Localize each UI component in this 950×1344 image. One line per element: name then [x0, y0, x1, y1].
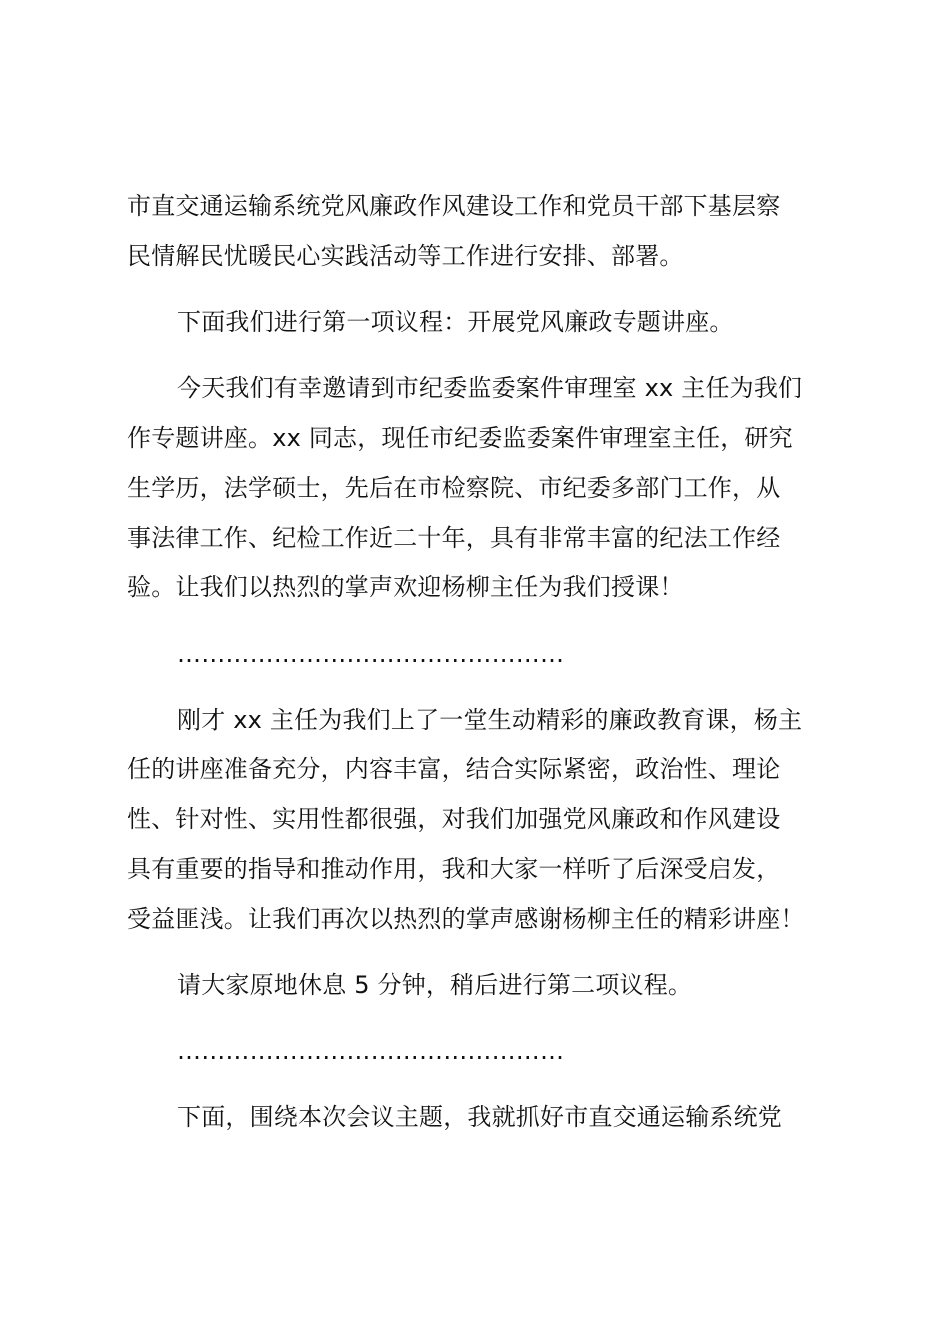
ellipsis-separator: ………………………………………… [177, 640, 565, 668]
paragraph-line: 生学历，法学硕士，先后在市检察院、市纪委多部门工作，从 [127, 474, 781, 502]
ellipsis-separator: ………………………………………… [177, 1037, 565, 1065]
paragraph-line: 具有重要的指导和推动作用，我和大家一样听了后深受启发， [127, 855, 781, 883]
paragraph-line: 下面我们进行第一项议程：开展党风廉政专题讲座。 [177, 308, 734, 336]
paragraph-line: 市直交通运输系统党风廉政作风建设工作和党员干部下基层察 [127, 192, 781, 220]
paragraph-line: 性、针对性、实用性都很强，对我们加强党风廉政和作风建设 [127, 805, 781, 833]
paragraph-line: 任的讲座准备充分，内容丰富，结合实际紧密，政治性、理论 [127, 755, 781, 783]
paragraph-line: 受益匪浅。让我们再次以热烈的掌声感谢杨柳主任的精彩讲座！ [127, 905, 805, 933]
paragraph-line: 刚才 xx 主任为我们上了一堂生动精彩的廉政教育课，杨主 [177, 706, 803, 734]
paragraph-line: 下面，围绕本次会议主题，我就抓好市直交通运输系统党 [177, 1103, 782, 1131]
paragraph-line: 请大家原地休息 5 分钟，稍后进行第二项议程。 [177, 971, 693, 999]
paragraph-line: 事法律工作、纪检工作近二十年，具有非常丰富的纪法工作经 [127, 524, 781, 552]
paragraph-line: 民情解民忧暖民心实践活动等工作进行安排、部署。 [127, 242, 684, 270]
paragraph-line: 作专题讲座。xx 同志，现任市纪委监委案件审理室主任，研究 [127, 424, 793, 452]
paragraph-line: 验。让我们以热烈的掌声欢迎杨柳主任为我们授课！ [127, 573, 684, 601]
paragraph-line: 今天我们有幸邀请到市纪委监委案件审理室 xx 主任为我们 [177, 374, 803, 402]
